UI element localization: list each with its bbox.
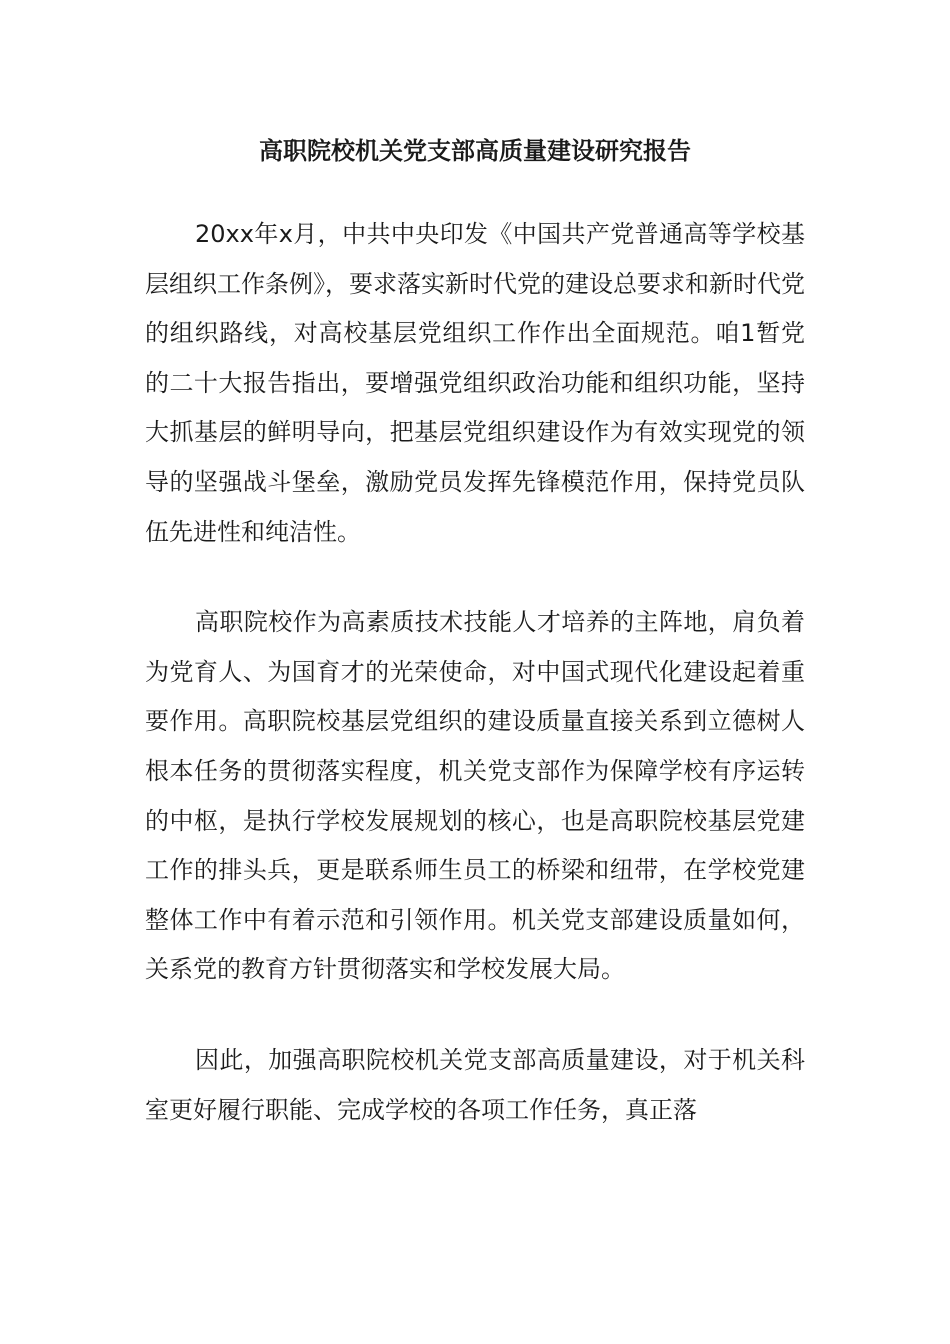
paragraph-3: 因此，加强高职院校机关党支部高质量建设，对于机关科室更好履行职能、完成学校的各项工作任务，真正落 — [145, 1045, 805, 1124]
document-body — [145, 210, 805, 1135]
paragraph-spacer — [145, 557, 805, 598]
paragraph-1: 20xx年x月，中共中央印发《中国共产党普通高等学校基层组织工作条例》，要求落实新时代党的建设总要求和新时代党的组织路线，对高校基层党组织工作作出全面规范。咱1暂党的二十大报告指出，要增强党组织政治功能和组织功能，坚持大抓基层的鲜明导向，把基层党组织建设作为有效实现党的领导的坚强战斗堡垒，激励党员发挥先锋模范作用，保持党员队伍先进性和纯洁性。 — [145, 220, 805, 546]
paragraph-2: 高职院校作为高素质技术技能人才培养的主阵地，肩负着为党育人、为国育才的光荣使命，对中国式现代化建设起着重要作用。高职院校基层党组织的建设质量直接关系到立德树人根本任务的贯彻落实程度，机关党支部作为保障学校有序运转的中枢，是执行学校发展规划的核心，也是高职院校基层党建工作的排头兵，更是联系师生员工的桥梁和纽带，在学校党建整体工作中有着示范和引领作用。机关党支部建设质量如何，关系党的教育方针贯彻落实和学校发展大局。 — [145, 608, 805, 984]
paragraph-spacer — [145, 995, 805, 1036]
document-title: 高职院校机关党支部高质量建设研究报告 — [259, 137, 691, 165]
